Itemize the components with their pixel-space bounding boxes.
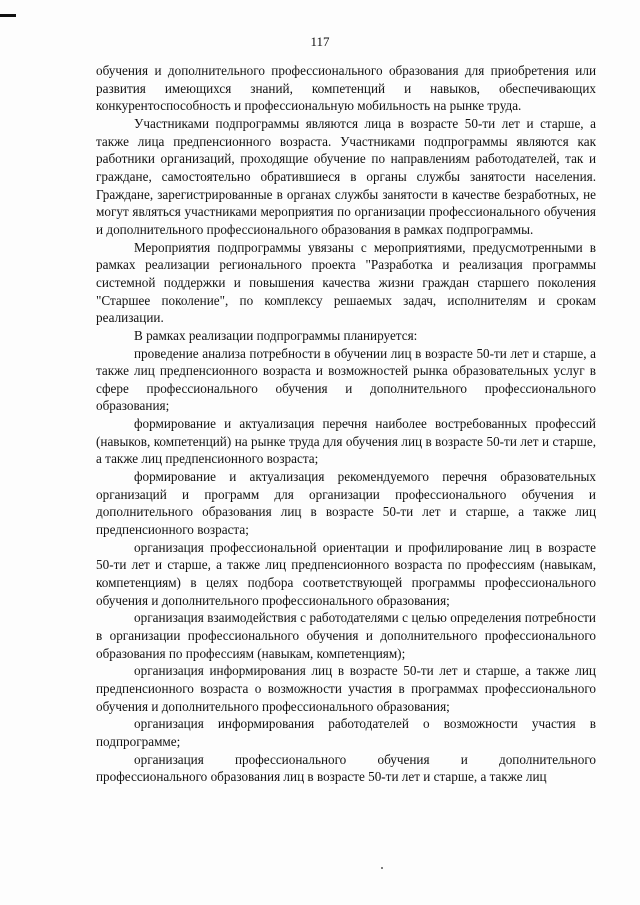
body-text [96, 62, 596, 786]
list-item-organizations-list: формирование и актуализация рекомендуемого перечня образовательных организаций и программ для организации профессионального обучения и дополнительного образования лиц в возрасте 50-ти лет и старше, а также лиц предпенсионного возраста; [96, 469, 596, 538]
list-item-informing-persons: организация информирования лиц в возрасте 50-ти лет и старше, а также лиц предпенсионного возраста о возможности участия в программах профессионального обучения и дополнительного профессионального образования; [96, 663, 596, 714]
list-item-employer-interaction: организация взаимодействия с работодателями с целью определения потребности в организации профессионального обучения и дополнительного профессионального образования по профессиям (навыкам, компетенциям); [96, 610, 596, 661]
edge-mark [0, 14, 16, 17]
list-item-career-guidance: организация профессиональной ориентации и профилирование лиц в возрасте 50-ти лет и старше, а также лиц предпенсионного возраста по профессиям (навыкам, компетенциям) в целях подбора соответствующей программы профессионального обучения и дополнительного профессионального образования; [96, 539, 596, 608]
paragraph-planned-intro: В рамках реализации подпрограммы планируется: [134, 327, 418, 343]
list-item-informing-employers: организация информирования работодателей о возможности участия в подпрограмме; [96, 716, 596, 749]
list-item-professions-list: формирование и актуализация перечня наиболее востребованных профессий (навыков, компетенций) на рынке труда для обучения лиц в возрасте 50-ти лет и старше, а также лиц предпенсионного возраста; [96, 416, 596, 467]
page-number: 117 [310, 34, 330, 49]
list-item-organizing-training: организация профессионального обучения и дополнительного профессионального образования лиц в возрасте 50-ти лет и старше, а также лиц [96, 751, 596, 785]
paragraph-continuation: обучения и дополнительного профессионального образования для приобретения или развития имеющихся знаний, компетенций и навыков, обеспечивающих конкурентоспособность и профессиональную мобильность на рынке труда. [96, 63, 596, 114]
list-item-needs-analysis: проведение анализа потребности в обучении лиц в возрасте 50-ти лет и старше, а также лиц предпенсионного возраста и возможностей рынка образовательных услуг в сфере профессионального обучения и дополнительного профессионального образования; [96, 345, 596, 414]
paragraph-activities-linked: Мероприятия подпрограммы увязаны с мероприятиями, предусмотренными в рамках реализации регионального проекта "Разработка и реализация программы системной поддержки и повышения качества жизни граждан старшего поколения "Старшее поколение", по комплексу решаемых задач, исполнителям и срокам реализации. [96, 239, 596, 326]
scan-artifact [381, 867, 383, 869]
paragraph-participants: Участниками подпрограммы являются лица в возрасте 50-ти лет и старше, а также лица предпенсионного возраста. Участниками подпрограммы являются как работники организаций, проходящие обучение по направлениям работодателей, так и граждане, самостоятельно обратившиеся в органы службы занятости населения. Граждане, зарегистрированные в органах службы занятости в качестве безработных, не могут являться участниками мероприятия по организации профессионального обучения и дополнительного профессионального образования в рамках подпрограммы. [96, 115, 596, 237]
